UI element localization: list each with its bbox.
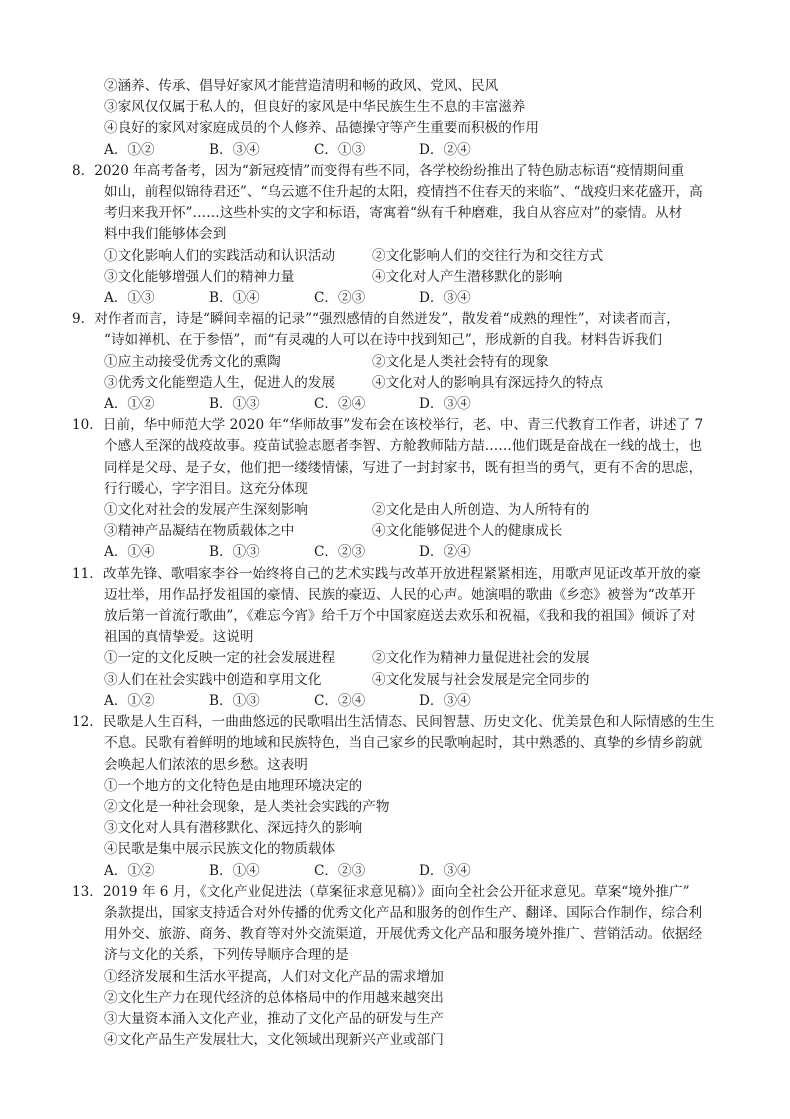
q7-options <box>84 140 720 161</box>
question-10 <box>72 415 720 563</box>
question-number: 12． <box>72 714 103 731</box>
item: ④文化能够促进个人的健康成长 <box>372 523 563 540</box>
option-d: D．③④ <box>419 862 471 879</box>
item: ③文化对人具有潜移默化、深远持久的影响 <box>104 820 363 837</box>
item-row <box>84 648 720 669</box>
stem-line: 改革先锋、歌唱家李谷一始终将自己的艺术实践与改革开放进程紧紧相连，用歌声见证改革开放的豪 <box>102 565 702 582</box>
stem-line: 日前，华中师范大学 2020 年“华师故事”发布会在该校举行，老、中、青三代教育工作者，讲述了 7 <box>102 417 704 434</box>
option-b: B．①④ <box>209 290 260 307</box>
option-b: B．①③ <box>209 396 260 413</box>
item: ①一定的文化反映一定的社会发展进程 <box>104 650 336 667</box>
question-12 <box>72 712 720 882</box>
stem-line: 2020 年高考备考，因为“新冠疫情”而变得有些不同，各学校纷纷推出了特色励志标语“疫情期间重 <box>94 162 685 179</box>
question-number: 13． <box>72 883 103 900</box>
q7-item-3: ③家风仅仅属于私人的，但良好的家风是中华民族生生不息的丰富滋养 <box>104 99 526 116</box>
item: ④文化对人的影响具有深远持久的特点 <box>372 374 604 391</box>
option-d: D．③④ <box>419 396 471 413</box>
stem-line: 会唤起人们浓浓的思乡愁。这表明 <box>104 756 308 773</box>
option-a: A．①② <box>104 692 155 709</box>
question-13 <box>72 882 720 1052</box>
item-row <box>84 521 720 542</box>
stem-line: 行行暖心，字字泪目。这充分体现 <box>104 480 308 497</box>
item: ③人们在社会实践中创造和享用文化 <box>104 671 322 688</box>
item-row <box>84 500 720 521</box>
option-c: C．①③ <box>314 141 366 158</box>
q12-options <box>84 861 720 882</box>
item: ④民歌是集中展示民族文化的物质载体 <box>104 841 336 858</box>
q9-options <box>84 394 720 415</box>
option-b: B．③④ <box>209 141 260 158</box>
question-number: 10． <box>72 417 103 434</box>
q7-item-2: ②涵养、传承、倡导好家风才能营造清明和畅的政风、党风、民风 <box>104 78 499 94</box>
stem-line: 2019 年 6 月，《文化产业促进法（草案征求意见稿）》面向全社会公开征求意见。草案“境外推广” <box>102 883 690 900</box>
option-a: A．①④ <box>104 544 155 561</box>
item: ③优秀文化能塑造人生，促进人的发展 <box>104 374 336 391</box>
q10-options <box>84 542 720 563</box>
question-number: 11． <box>72 565 103 582</box>
item-row <box>84 246 720 267</box>
item: ②文化是由人所创造、为人所特有的 <box>372 502 590 519</box>
option-c: C．②③ <box>314 862 366 879</box>
stem-line: 迈壮举，用作品抒发祖国的豪情、民族的豪迈、人民的心声。她演唱的歌曲《乡恋》被誉为“改革开 <box>104 586 696 603</box>
item: ②文化作为精神力量促进社会的发展 <box>372 650 590 667</box>
option-c: C．②③ <box>314 544 366 561</box>
question-11 <box>72 564 720 712</box>
q8-options <box>84 288 720 309</box>
item: ④文化对人产生潜移默化的影响 <box>372 268 563 285</box>
stem-line: 祖国的真情挚爱。这说明 <box>104 629 254 646</box>
option-a: A．①② <box>104 141 155 158</box>
stem-line: 同样是父母、是子女，他们把一缕缕情愫，写进了一封封家书，既有担当的勇气，更有不舍的思虑， <box>104 459 703 476</box>
item: ④文化发展与社会发展是完全同步的 <box>372 671 590 688</box>
option-d: D．②④ <box>419 141 471 158</box>
stem-line: 料中我们能够体会到 <box>104 226 227 243</box>
option-d: D．③④ <box>419 692 471 709</box>
item: ③文化能够增强人们的精神力量 <box>104 268 295 285</box>
q11-options <box>84 691 720 712</box>
stem-line: “诗如禅机、在于参悟”，而“有灵魂的人可以在诗中找到知己”，形成新的自我。材料告诉我们 <box>104 332 662 349</box>
question-9 <box>72 309 720 415</box>
stem-line: 放后第一首流行歌曲”，《难忘今宵》给千万个中国家庭送去欢乐和祝福，《我和我的祖国》倾诉了对 <box>104 608 696 625</box>
option-b: B．①④ <box>209 862 260 879</box>
option-c: C．②④ <box>314 396 366 413</box>
item-row <box>84 267 720 288</box>
item: ③精神产品凝结在物质载体之中 <box>104 523 295 540</box>
stem-line: 个感人至深的战疫故事。疫苗试验志愿者李智、方舱教师陆方喆……他们既是奋战在一线的战士，也 <box>104 438 703 455</box>
option-d: D．③④ <box>419 290 471 307</box>
item: ④文化产品生产发展壮大，文化领域出现新兴产业或部门 <box>104 1032 444 1049</box>
item: ①应主动接受优秀文化的熏陶 <box>104 353 281 370</box>
option-b: B．①③ <box>209 544 260 561</box>
stem-line: 不息。民歌有着鲜明的地域和民族特色，当自己家乡的民歌响起时，其中熟悉的、真挚的乡情乡韵就 <box>104 735 703 752</box>
q7-tail <box>84 76 720 161</box>
option-a: A．①② <box>104 396 155 413</box>
option-c: C．②④ <box>314 692 366 709</box>
item: ①一个地方的文化特色是由地理环境决定的 <box>104 777 363 794</box>
item: ②文化生产力在现代经济的总体格局中的作用越来越突出 <box>104 989 444 1006</box>
option-a: A．①③ <box>104 290 155 307</box>
item: ①文化影响人们的实践活动和认识活动 <box>104 247 336 264</box>
question-number: 9． <box>72 311 95 328</box>
item-row <box>84 373 720 394</box>
item: ①经济发展和生活水平提高，人们对文化产品的需求增加 <box>104 968 444 985</box>
item: ②文化是人类社会特有的现象 <box>372 353 549 370</box>
question-number: 8． <box>72 162 95 179</box>
stem-line: 民歌是人生百科，一曲曲悠远的民歌唱出生活情态、民间智慧、历史文化、优美景色和人际情感的生生 <box>102 714 715 731</box>
stem-line: 用外交、旅游、商务、教育等对外交流渠道，开展优秀文化产品和服务境外推广、营销活动。依据经 <box>104 926 703 943</box>
option-b: B．①③ <box>209 692 260 709</box>
item-row <box>84 352 720 373</box>
stem-line: 对作者而言，诗是“瞬间幸福的记录”“强烈感情的自然迸发”，散发着“成熟的理性”，对读者而言， <box>94 311 680 328</box>
item: ②文化是一种社会现象，是人类社会实践的产物 <box>104 798 390 815</box>
stem-line: 条款提出，国家支持适合对外传播的优秀文化产品和服务的创作生产、翻译、国际合作制作，综合利 <box>104 904 703 921</box>
item: ②文化影响人们的交往行为和交往方式 <box>372 247 604 264</box>
option-d: D．②④ <box>419 544 471 561</box>
stem-line: 济与文化的关系，下列传导顺序合理的是 <box>104 947 349 964</box>
option-c: C．②③ <box>314 290 366 307</box>
item-row <box>84 670 720 691</box>
question-8 <box>72 161 720 309</box>
stem-line: 考归来我开怀”……这些朴实的文字和标语，寄寓着“纵有千种磨难，我自从容应对”的豪情。从材 <box>104 205 683 222</box>
stem-line: 如山，前程似锦待君还”、“乌云遮不住升起的太阳，疫情挡不住春天的来临”、“战疫归来花盛开，高 <box>104 184 703 201</box>
option-a: A．①② <box>104 862 155 879</box>
item: ①文化对社会的发展产生深刻影响 <box>104 502 308 519</box>
item: ③大量资本涌入文化产业，推动了文化产品的研发与生产 <box>104 1010 444 1027</box>
q7-item-4: ④良好的家风对家庭成员的个人修养、品德操守等产生重要而积极的作用 <box>104 120 539 137</box>
